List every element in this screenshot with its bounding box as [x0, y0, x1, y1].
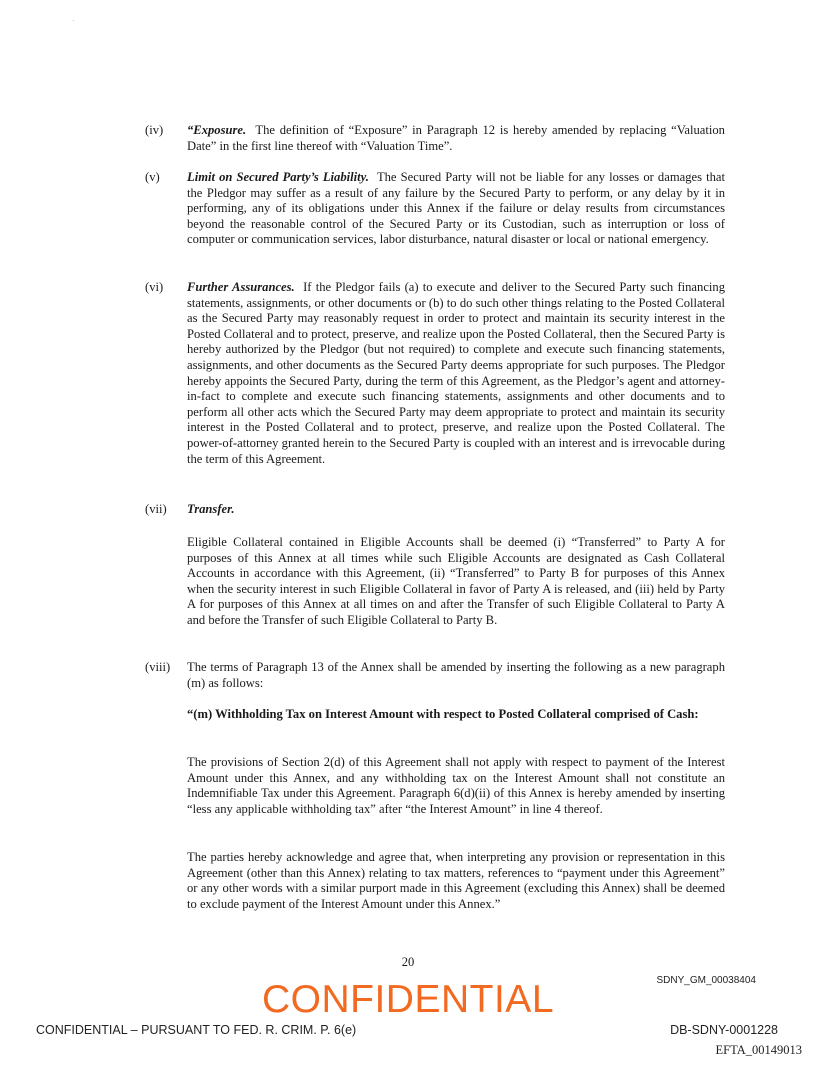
paragraph-vii	[145, 502, 725, 518]
paragraph-heading: “Exposure.	[187, 123, 247, 137]
confidential-stamp: CONFIDENTIAL	[261, 978, 555, 1021]
page-number: 20	[401, 955, 415, 969]
paragraph-m-text-2: The parties hereby acknowledge and agree that, when interpreting any provision or representation in this Agreement (other than this Annex) relating to tax matters, references to “payment under this Agreement” or any other words with a similar purport made in this Agreement (excluding this Annex) shall be deemed to exclude payment of the Interest Amount under this Annex.”	[187, 850, 725, 911]
paragraph-body	[187, 123, 725, 154]
efta-number: EFTA_00149013	[715, 1043, 802, 1057]
paragraph-vi	[145, 280, 725, 467]
paragraph-body	[187, 170, 725, 248]
paragraph-text: The Secured Party will not be liable for any losses or damages that the Pledgor may suffer as a result of any failure by the Secured Party to perform, or any delay by it in performing, any of its obligations under this Annex if the failure or delay results from circumstances beyond the reasonable control of the Secured Party or its Custodian, such as interruption or loss of computer or communication services, labor disturbance, natural disaster or local or national emergency.	[187, 170, 725, 247]
paragraph-vii-subtext: Eligible Collateral contained in Eligible Accounts shall be deemed (i) “Transferred” to Party A for purposes of this Annex at all times while such Eligible Accounts are designated as Cash Collateral Accounts in accordance with this Agreement, (ii) “Transferred” to Party B for purposes of this Annex when the security interest in such Eligible Collateral in favor of Party A is released, and (iii) held by Party A for purposes of this Annex at all times on and after the Transfer of such Eligible Collateral to Party A and before the Transfer of such Eligible Collateral to Party B.	[187, 535, 725, 627]
paragraph-number: (vi)	[145, 280, 164, 294]
bates-number-top: SDNY_GM_00038404	[656, 975, 756, 986]
paragraph-number: (vii)	[145, 502, 167, 516]
paragraph-body	[187, 502, 725, 518]
paragraph-heading: Transfer.	[187, 502, 235, 516]
footer-confidential-notice: CONFIDENTIAL – PURSUANT TO FED. R. CRIM. P. 6(e)	[36, 1023, 357, 1037]
paragraph-body	[187, 280, 725, 467]
paragraph-viii	[145, 660, 725, 691]
paragraph-number: (iv)	[145, 123, 164, 137]
footer-bates-number: DB-SDNY-0001228	[670, 1023, 778, 1037]
paragraph-body: The terms of Paragraph 13 of the Annex shall be amended by inserting the following as a new paragraph (m) as follows:	[187, 660, 725, 690]
paragraph-heading: Limit on Secured Party’s Liability.	[187, 170, 369, 184]
paragraph-text: The definition of “Exposure” in Paragraph 12 is hereby amended by replacing “Valuation Date” in the first line thereof with “Valuation Time”.	[187, 123, 725, 153]
paragraph-text: If the Pledgor fails (a) to execute and deliver to the Secured Party such financing statements, assignments, or other documents or (b) to do such other things relating to the Posted Collateral as the Secured Party may reasonably request in order to protect and maintain its security interest in the Posted Collateral and to protect, preserve, and realize upon the Posted Collateral, then the Secured Party is hereby authorized by the Pledgor (but not required) to complete and execute such financing statements, assignments, and other documents as the Secured Party deems appropriate for such purposes. The Pledgor hereby appoints the Secured Party, during the term of this Agreement, as the Pledgor’s agent and attorney-in-fact to complete and execute such financing statements, assignments and other documents and to perform all other acts which the Secured Party may deem appropriate to protect and maintain its security interest in the Posted Collateral and to protect, preserve, and realize upon the Posted Collateral. The power-of-attorney granted herein to the Secured Party is coupled with an interest and is irrevocable during the term of this Agreement.	[187, 280, 725, 466]
paragraph-number: (v)	[145, 170, 160, 184]
paragraph-v	[145, 170, 725, 248]
paragraph-m-heading: “(m) Withholding Tax on Interest Amount with respect to Posted Collateral comprised of Cash:	[187, 707, 699, 721]
paragraph-iv	[145, 123, 725, 154]
paragraph-number: (viii)	[145, 660, 171, 674]
paragraph-heading: Further Assurances.	[187, 280, 295, 294]
scan-speck	[73, 20, 74, 21]
paragraph-m-text-1: The provisions of Section 2(d) of this Agreement shall not apply with respect to payment of the Interest Amount under this Annex, and any withholding tax on the Interest Amount shall not constitute an Indemnifiable Tax under this Agreement. Paragraph 6(d)(ii) of this Annex is hereby amended by inserting “less any applicable withholding tax” after “the Interest Amount” in line 4 thereof.	[187, 755, 725, 816]
